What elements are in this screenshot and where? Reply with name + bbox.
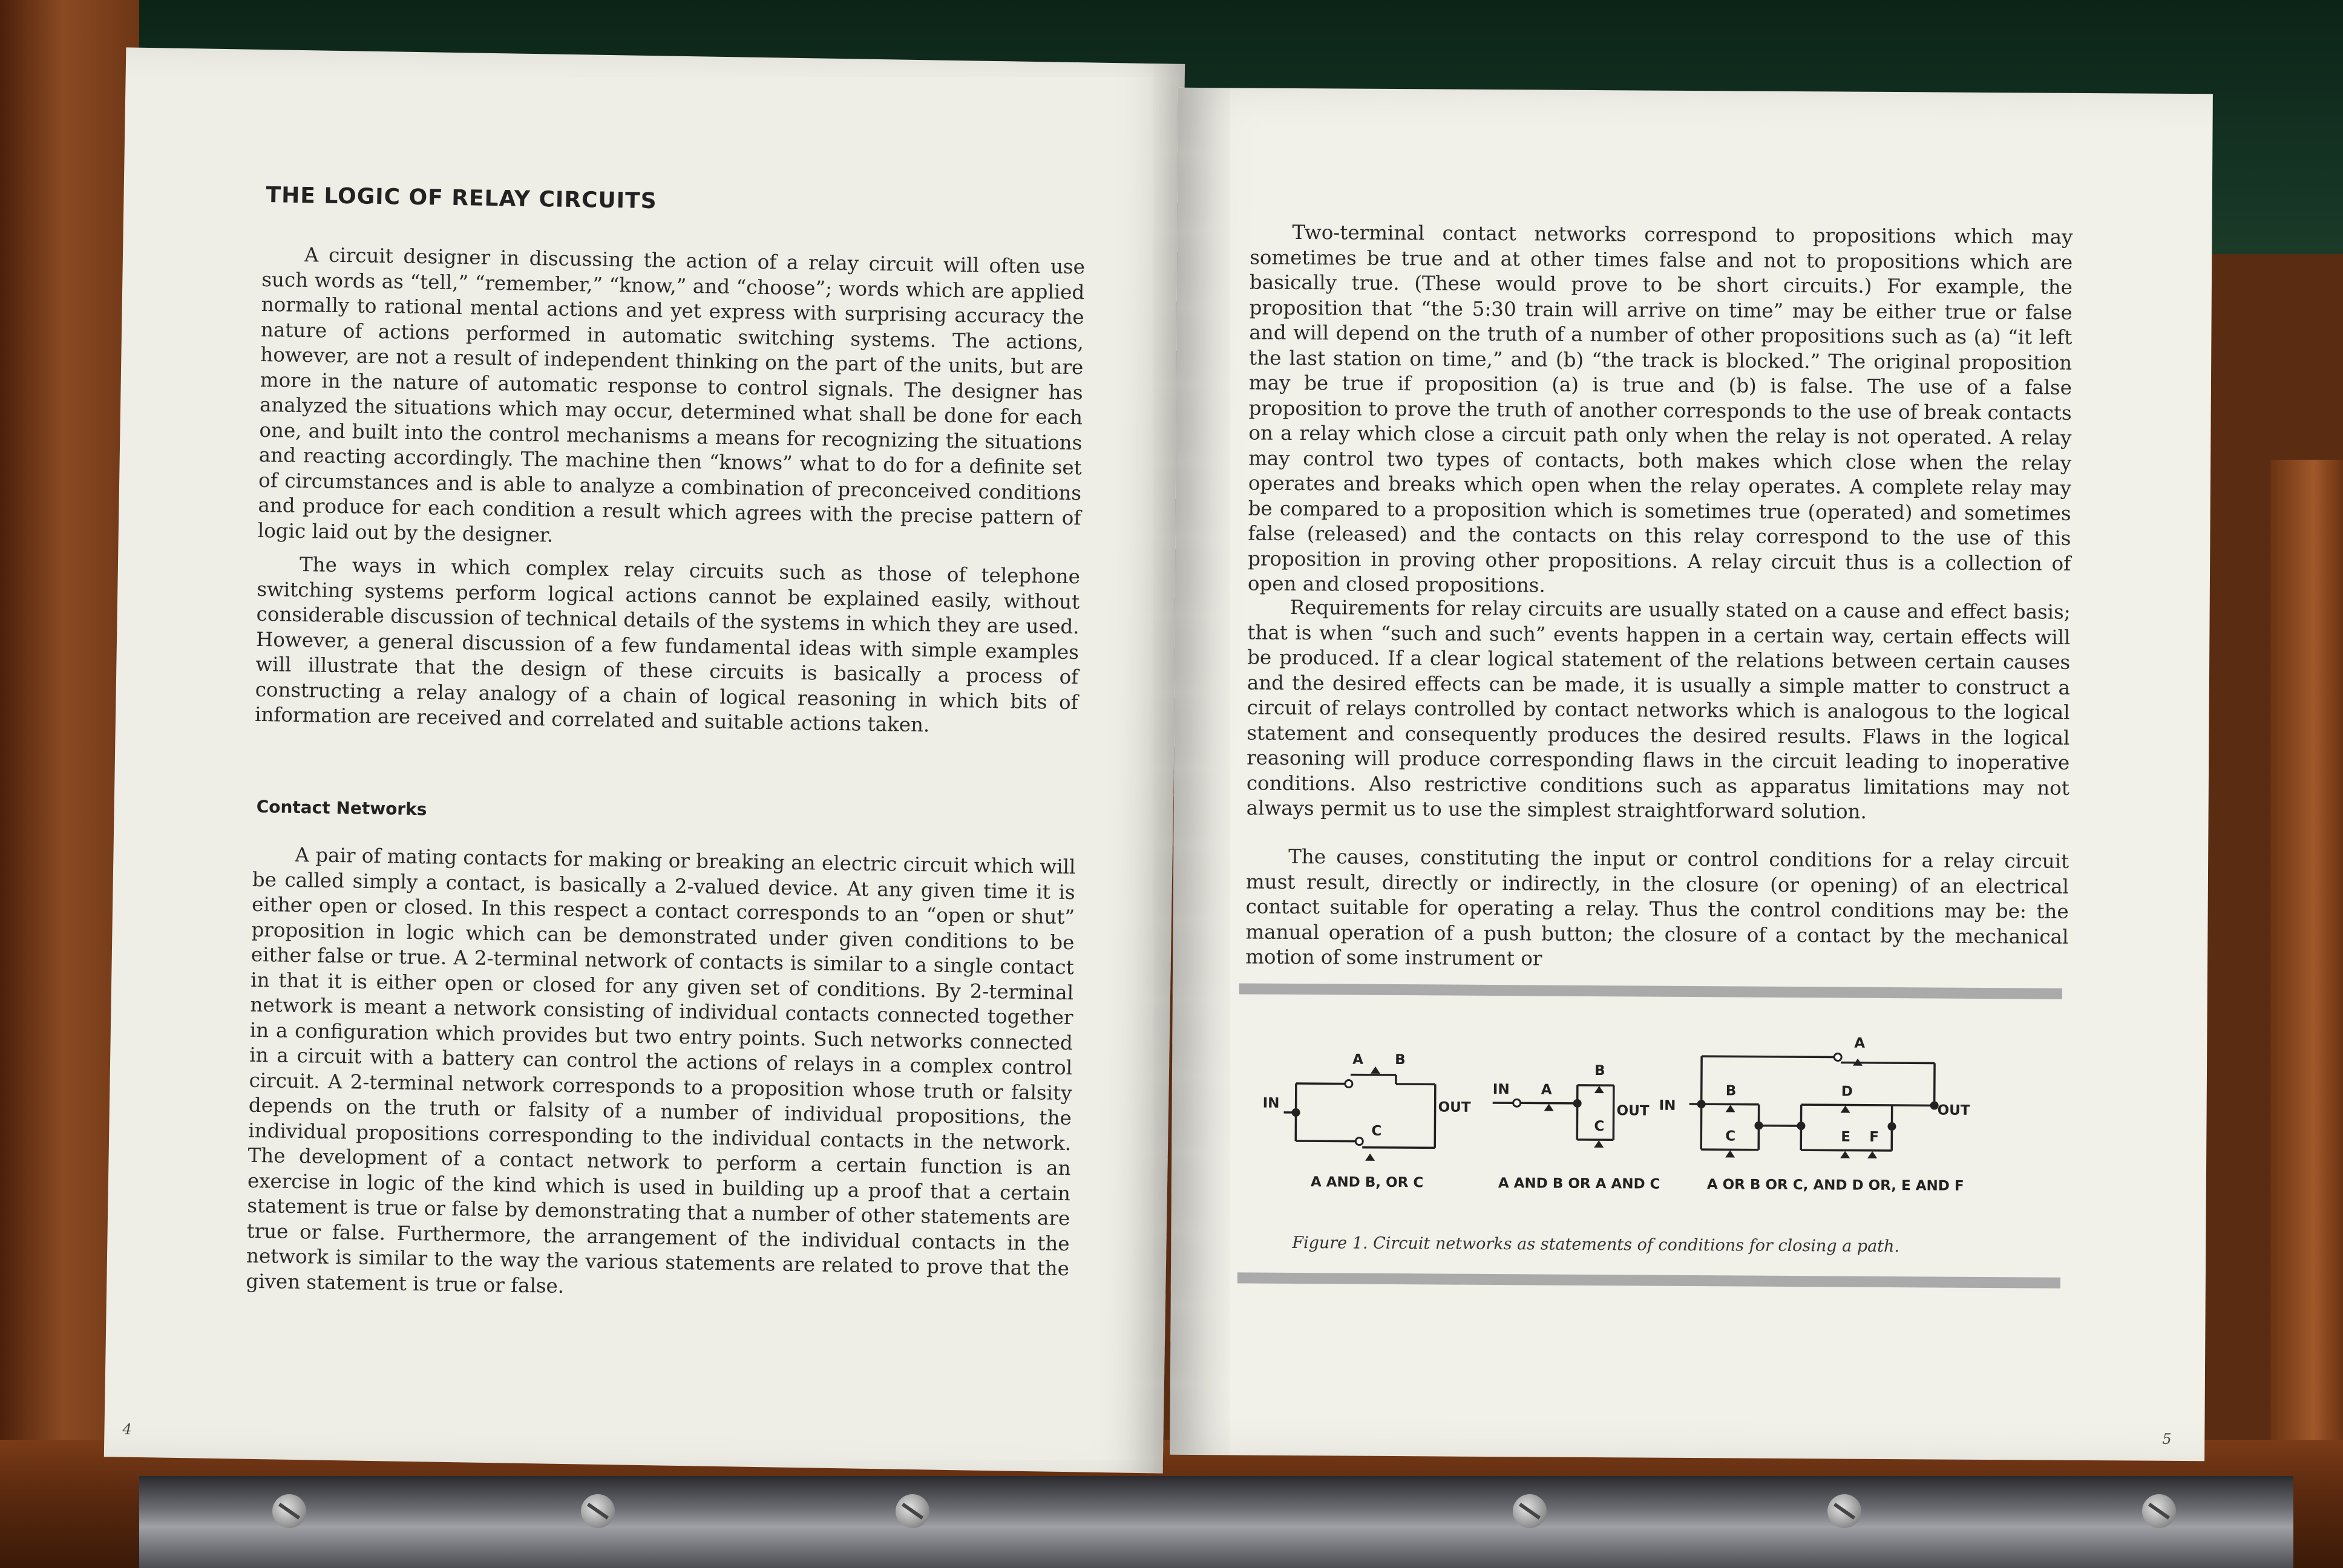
- contact-label: B: [1594, 1063, 1605, 1079]
- figure-top-rule: [1239, 983, 2062, 999]
- contact-label: B: [1395, 1052, 1406, 1068]
- paragraph: Requirements for relay circuits are usually stated on a cause and effect basis; that is when “such and such” events happen in a certain way, certain effects will be produced. If a clear logical statement of the relations between certain causes and the desired effects can be made, it is usually a simple matter to construct a circuit of relays controlled by contact networks which is analogous to the logical statement and consequently produces the desired results. Flaws in the logical reasoning will produce corresponding flaws in the circuit leading to inoperative conditions. Also restrictive conditions such as apparatus limitations may not always permit us to use the simplest straightforward solution.: [1246, 595, 2071, 823]
- contact-label: C: [1371, 1123, 1382, 1139]
- contact-label: C: [1594, 1119, 1605, 1135]
- in-label: IN: [1262, 1095, 1280, 1111]
- contact-label: C: [1725, 1128, 1736, 1145]
- contact-label: B: [1725, 1083, 1737, 1099]
- diagram-caption: A AND B, OR C: [1310, 1174, 1424, 1191]
- page-number: 5: [2162, 1430, 2172, 1448]
- paragraph: A circuit designer in discussing the action of a relay circuit will often use such words as “tell,” “remember,” “know,” and “choose”; words which are applied normally to rational mental actions and yet express with surprising accuracy the nature of actions performed in automatic switching systems. The actions, however, are not a result of independent thinking on the part of the units, but are more in the nature of automatic response to control signals. The designer has analyzed the situations which may occur, determined what shall be done for each one, and built into the control mechanisms a means for recognizing the situations and reacting accordingly. The machine then “knows” what to do for a definite set of circumstances and is able to analyze a combination of preconceived conditions and produce for each condition a result which agrees with the precise pattern of logic laid out by the designer.: [257, 243, 1086, 547]
- figure-bottom-rule: [1237, 1272, 2060, 1288]
- in-label: IN: [1492, 1082, 1510, 1098]
- left-page: [104, 47, 1185, 1473]
- contact-label: F: [1869, 1129, 1879, 1145]
- screw-icon: [1513, 1494, 1547, 1528]
- contact-label: A: [1854, 1035, 1866, 1051]
- paragraph: A pair of mating contacts for making or breaking an electric circuit which will be called simply a contact, is basically a 2-valued device. At any given time it is either open or closed. In this respect a contact corresponds to an “open or shut” proposition in logic which can be demonstrated under given conditions to be either false or true. A 2-terminal network of contacts is similar to a single contact in that it is either open or closed for any given set of conditions. By 2-terminal network is meant a network consisting of individual contacts connected together in a configuration which provides but two entry points. Such networks connected in a circuit with a battery can control the actions of relays in a complex control circuit. A 2-terminal network corresponds to a proposition whose truth or falsity depends on the truth or falsity of a number of individual propositions, the individual propositions corresponding to the individual contacts in the network. The development of a contact network to perform a certain function is an exercise in logic of the kind which is used in building up a proof that a certain statement is true or false by demonstrating that a number of other statements are true or false. Furthermore, the arrangement of the individual contacts in the network is similar to the way the various statements are related to prove that the given statement is true or false.: [246, 843, 1076, 1298]
- page-number: 4: [122, 1420, 133, 1438]
- section-heading: Contact Networks: [256, 796, 427, 820]
- figure-circuit-networks: [1237, 1001, 2062, 1236]
- contact-label: A: [1541, 1082, 1552, 1098]
- contact-label: D: [1841, 1083, 1853, 1100]
- metal-hinge: [139, 1476, 2293, 1568]
- in-label: IN: [1659, 1097, 1676, 1114]
- out-label: OUT: [1616, 1103, 1650, 1119]
- out-label: OUT: [1937, 1102, 1970, 1119]
- screw-icon: [2142, 1494, 2176, 1528]
- screw-icon: [896, 1494, 929, 1528]
- paragraph: The ways in which complex relay circuits such as those of telephone switching systems perform logical actions cannot be explained easily, without considerable discussion of technical details of the systems in which they are used. However, a general discussion of a few fundamental ideas with simple examples will illustrate that the design of these circuits is basically a process of constructing a relay analogy of a chain of logical reasoning in which bits of information are received and correlated and suitable actions taken.: [254, 553, 1081, 737]
- out-label: OUT: [1438, 1099, 1471, 1116]
- screw-icon: [1827, 1494, 1861, 1528]
- paragraph: Two-terminal contact networks correspond to propositions which may sometimes be true and at other times false and not to propositions which are basically true. (These would prove to be short circuits.) For example, the proposition that “the 5:30 train will arrive on time” may be either true or false and will depend on the truth of a number of other propositions such as (a) “it left the last station on time,” and (b) “the track is blocked.” The original proposition may be true if proposition (a) is true and (b) is false. The use of a false proposition to prove the truth of another corresponds to the use of break contacts on a relay which close a circuit path only when the relay is not operated. A relay may control two types of contacts, both makes which close when the relay operates and breaks which open when the relay operates. A complete relay may be compared to a proposition which is sometimes true (operated) and sometimes false (released) and the contacts on this relay correspond to the use of this proposition in proving other propositions. A relay circuit thus is a collection of open and closed propositions.: [1247, 220, 2073, 597]
- page-title: THE LOGIC OF RELAY CIRCUITS: [266, 183, 657, 214]
- screw-icon: [272, 1494, 306, 1528]
- figure-caption: Figure 1. Circuit networks as statements of conditions for closing a path.: [1292, 1233, 1900, 1256]
- wooden-case-right: [2270, 460, 2343, 1568]
- paragraph: The causes, constituting the input or control conditions for a relay circuit must result, directly or indirectly, in the closure (or opening) of an electrical contact suitable for operating a relay. Thus the control conditions may be: the manual operation of a push button; the closure of a contact by the mechanical motion of some instrument or: [1245, 844, 2069, 970]
- right-page: [1170, 88, 2213, 1461]
- diagram-caption: A AND B OR A AND C: [1498, 1175, 1660, 1192]
- contact-label: A: [1352, 1051, 1364, 1068]
- contact-label: E: [1841, 1129, 1851, 1145]
- screw-icon: [581, 1494, 615, 1528]
- diagram-caption: A OR B OR C, AND D OR, E AND F: [1706, 1177, 1964, 1194]
